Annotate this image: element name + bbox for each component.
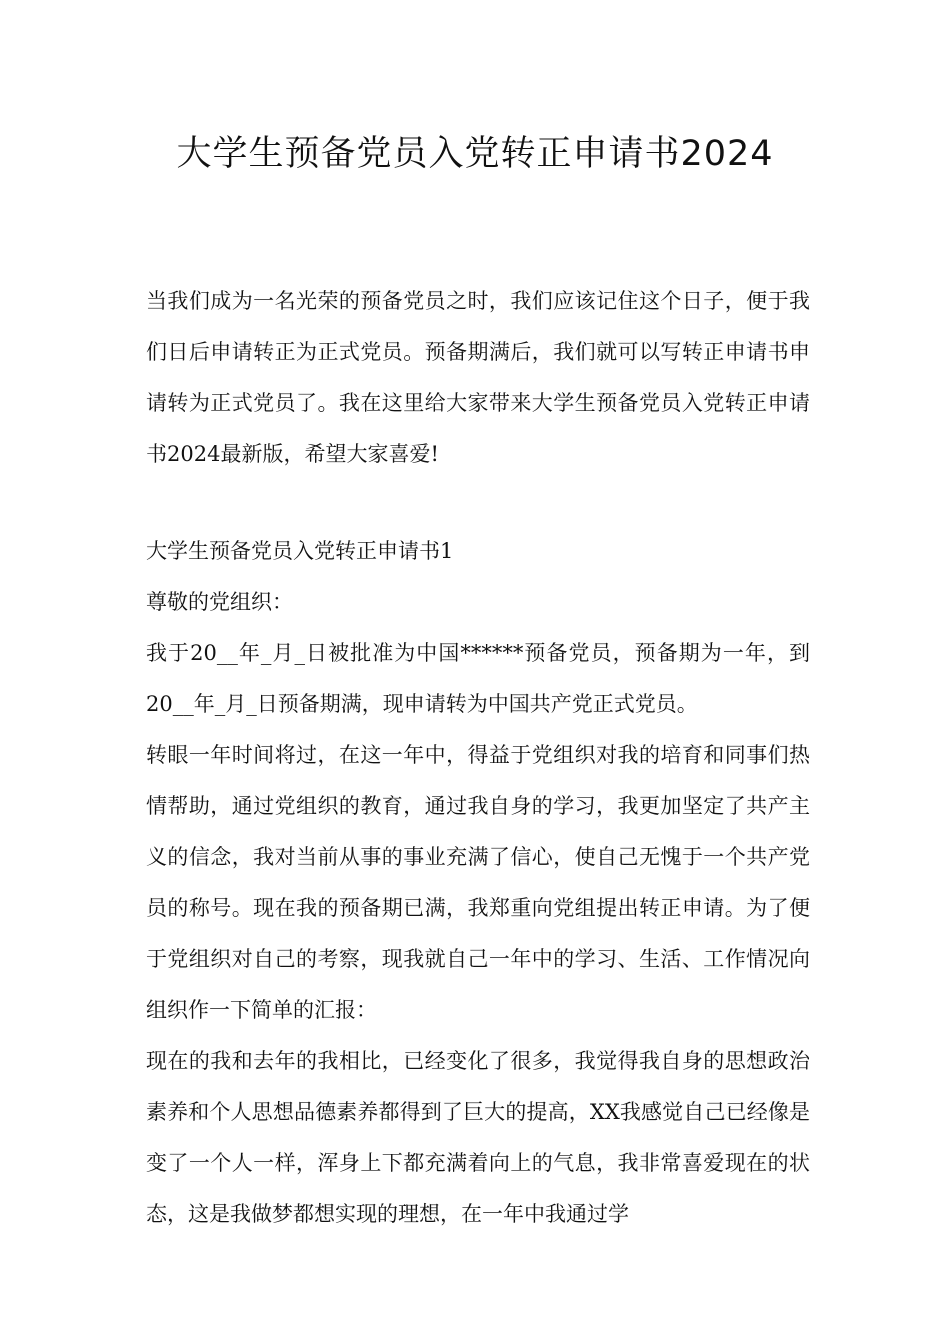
- intro-paragraph: 当我们成为一名光荣的预备党员之时，我们应该记住这个日子，便于我们日后申请转正为正式党员。预备期满后，我们就可以写转正申请书申请转为正式党员了。我在这里给大家带来大学生预备党员入党转正申请书2024最新版，希望大家喜爱!: [146, 289, 810, 466]
- salutation: 尊敬的党组织：: [146, 590, 293, 614]
- document-title: 大学生预备党员入党转正申请书2024: [176, 134, 774, 174]
- body-paragraph: 我于20__年_月_日被批准为中国******预备党员，预备期为一年，到20__年_月_日预备期满，现申请转为中国共产党正式党员。: [146, 641, 810, 716]
- section-heading: 大学生预备党员入党转正申请书1: [146, 539, 454, 563]
- body-paragraph: 转眼一年时间将过，在这一年中，得益于党组织对我的培育和同事们热情帮助，通过党组织的教育，通过我自身的学习，我更加坚定了共产主义的信念，我对当前从事的事业充满了信心，使自己无愧于一个共产党员的称号。现在我的预备期已满，我郑重向党组提出转正申请。为了便于党组织对自己的考察，现我就自己一年中的学习、生活、工作情况向组织作一下简单的汇报：: [146, 743, 810, 1022]
- intro-block: [146, 276, 810, 480]
- body-paragraph: 现在的我和去年的我相比，已经变化了很多，我觉得我自身的思想政治素养和个人思想品德素养都得到了巨大的提高，XX我感觉自己已经像是变了一个人一样，浑身上下都充满着向上的气息，我非常喜爱现在的状态，这是我做梦都想实现的理想，在一年中我通过学: [146, 1049, 810, 1226]
- letter-body: [146, 526, 810, 1240]
